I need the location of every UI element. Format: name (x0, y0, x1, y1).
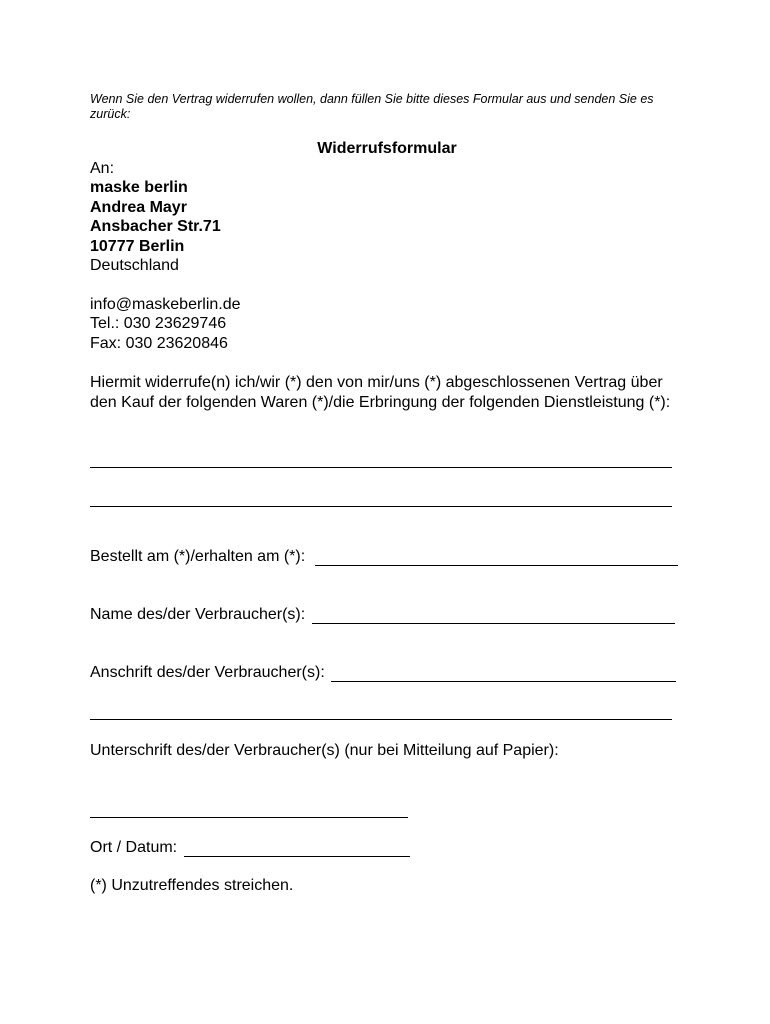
consumer-name-line[interactable] (312, 623, 675, 624)
goods-line-2[interactable] (90, 506, 672, 507)
consumer-address-line-2[interactable] (90, 719, 672, 720)
recipient-name: Andrea Mayr (90, 198, 187, 216)
ordered-received-line[interactable] (315, 565, 678, 566)
recipient-company: maske berlin (90, 179, 188, 197)
signature-line[interactable] (90, 817, 408, 818)
recipient-country: Deutschland (90, 257, 179, 275)
recipient-phone: Tel.: 030 23629746 (90, 315, 227, 333)
ordered-received-label: Bestellt am (*)/erhalten am (*): (90, 548, 306, 565)
intro-text: Wenn Sie den Vertrag widerrufen wollen, dann füllen Sie bitte dieses Formular aus und senden Sie es zurück: (90, 92, 654, 121)
goods-line-1[interactable] (90, 467, 672, 468)
consumer-address-line[interactable] (331, 681, 676, 682)
signature-label: Unterschrift des/der Verbraucher(s) (nur bei Mitteilung auf Papier): (90, 742, 559, 759)
recipient-city: 10777 Berlin (90, 237, 185, 255)
consumer-address-label: Anschrift des/der Verbraucher(s): (90, 664, 325, 681)
recipient-block (90, 159, 241, 353)
footnote: (*) Unzutreffendes streichen. (90, 877, 294, 894)
declaration-text: Hiermit widerrufe(n) ich/wir (*) den von mir/uns (*) abgeschlossenen Vertrag über den Kauf der folgenden Waren (*)/die Erbringung der folgenden Dienstleistung (*): (90, 374, 671, 411)
form-title: Widerrufsformular (317, 140, 457, 157)
place-date-line[interactable] (184, 856, 410, 857)
consumer-name-label: Name des/der Verbraucher(s): (90, 606, 306, 623)
recipient-fax: Fax: 030 23620846 (90, 334, 228, 352)
recipient-to-label: An: (90, 160, 115, 177)
place-date-label: Ort / Datum: (90, 839, 178, 856)
recipient-email: info@maskeberlin.de (90, 295, 241, 313)
address-spacer (90, 275, 241, 294)
recipient-street: Ansbacher Str.71 (90, 218, 221, 236)
